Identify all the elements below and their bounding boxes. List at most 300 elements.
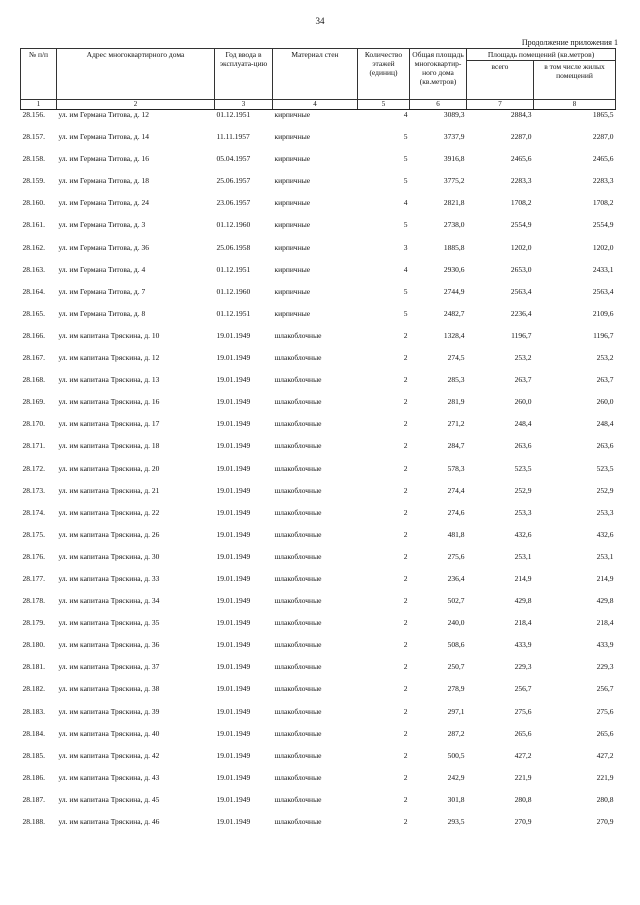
living-area-cell: 1708,2 <box>592 198 614 208</box>
table-row <box>21 817 616 839</box>
year-cell: 19.01.1949 <box>216 330 251 340</box>
year-cell: 19.01.1949 <box>216 794 251 804</box>
premises-area-cell: 270,9 <box>514 817 532 826</box>
row-number-cell: 28.159. <box>22 176 45 186</box>
table-row <box>21 176 616 198</box>
premises-area-cell: 214,9 <box>514 573 532 583</box>
address-cell: ул. им Германа Титова, д. 18 <box>58 176 149 186</box>
total-area-cell: 3737,9 <box>443 132 465 142</box>
premises-area-cell: 2283,3 <box>510 176 532 186</box>
table-row <box>21 220 616 242</box>
living-area-cell: 2433,1 <box>592 264 614 274</box>
living-area-cell: 2563,4 <box>592 286 614 296</box>
row-number-cell: 28.171. <box>22 441 45 451</box>
material-cell: шлакоблочные <box>274 441 322 451</box>
material-cell: шлакоблочные <box>274 662 322 672</box>
table-row <box>21 530 616 552</box>
address-cell: ул. им капитана Тряскина, д. 45 <box>58 794 160 804</box>
living-area-cell: 229,3 <box>596 662 614 672</box>
living-area-cell: 263,6 <box>596 441 614 451</box>
premises-area-cell: 229,3 <box>514 662 532 672</box>
floors-cell: 2 <box>403 529 408 539</box>
table-row <box>21 486 616 508</box>
material-cell: шлакоблочные <box>274 728 322 738</box>
column-index-row <box>21 100 616 110</box>
floors-cell: 2 <box>403 375 408 385</box>
address-cell: ул. им капитана Тряскина, д. 10 <box>58 330 160 340</box>
table-row <box>21 618 616 640</box>
premises-area-cell: 429,8 <box>514 596 532 606</box>
floors-cell: 5 <box>403 308 408 318</box>
total-area-cell: 301,8 <box>447 794 465 804</box>
floors-cell: 2 <box>403 728 408 738</box>
floors-cell: 5 <box>403 132 408 142</box>
year-cell: 19.01.1949 <box>216 441 251 451</box>
year-cell: 01.12.1960 <box>216 286 251 296</box>
address-cell: ул. им капитана Тряскина, д. 13 <box>58 375 160 385</box>
total-area-cell: 240,0 <box>447 618 465 628</box>
table-row <box>21 441 616 463</box>
material-cell: кирпичные <box>274 198 311 208</box>
material-cell: шлакоблочные <box>274 330 322 340</box>
year-cell: 01.12.1951 <box>216 308 251 318</box>
row-number-cell: 28.188. <box>22 817 45 826</box>
address-cell: ул. им капитана Тряскина, д. 26 <box>58 529 160 539</box>
year-cell: 25.06.1958 <box>216 242 251 252</box>
premises-area-cell: 275,6 <box>514 706 532 716</box>
address-cell: ул. им капитана Тряскина, д. 21 <box>58 485 160 495</box>
table-row <box>21 684 616 706</box>
address-cell: ул. им капитана Тряскина, д. 42 <box>58 750 160 760</box>
table-row <box>21 707 616 729</box>
row-number-cell: 28.186. <box>22 772 45 782</box>
year-cell: 19.01.1949 <box>216 397 251 407</box>
row-number-cell: 28.158. <box>22 154 45 164</box>
year-cell: 19.01.1949 <box>216 375 251 385</box>
address-cell: ул. им капитана Тряскина, д. 39 <box>58 706 160 716</box>
material-cell: шлакоблочные <box>274 551 322 561</box>
premises-area-cell: 2236,4 <box>510 308 532 318</box>
apartment-buildings-table <box>20 48 616 839</box>
material-cell: шлакоблочные <box>274 684 322 694</box>
floors-cell: 4 <box>403 110 408 119</box>
table-row <box>21 596 616 618</box>
premises-area-cell: 218,4 <box>514 618 532 628</box>
table-body <box>21 110 616 840</box>
year-cell: 25.06.1957 <box>216 176 251 186</box>
material-cell: кирпичные <box>274 132 311 142</box>
premises-area-cell: 263,7 <box>514 375 532 385</box>
living-area-cell: 429,8 <box>596 596 614 606</box>
total-area-cell: 500,5 <box>447 750 465 760</box>
material-cell: шлакоблочные <box>274 419 322 429</box>
table-row <box>21 353 616 375</box>
total-area-cell: 284,7 <box>447 441 465 451</box>
row-number-cell: 28.161. <box>22 220 45 230</box>
address-cell: ул. им Германа Титова, д. 36 <box>58 242 149 252</box>
floors-cell: 2 <box>403 596 408 606</box>
table-row <box>21 464 616 486</box>
year-cell: 19.01.1949 <box>216 463 251 473</box>
table-row <box>21 243 616 265</box>
floors-cell: 2 <box>403 640 408 650</box>
table-row <box>21 773 616 795</box>
table-row <box>21 640 616 662</box>
living-area-cell: 427,2 <box>596 750 614 760</box>
total-area-cell: 293,5 <box>447 817 465 826</box>
year-cell: 19.01.1949 <box>216 662 251 672</box>
column-index: 3 <box>215 100 273 110</box>
table-row <box>21 552 616 574</box>
row-number-cell: 28.185. <box>22 750 45 760</box>
material-cell: шлакоблочные <box>274 772 322 782</box>
total-area-cell: 278,9 <box>447 684 465 694</box>
premises-area-cell: 427,2 <box>514 750 532 760</box>
address-cell: ул. им капитана Тряскина, д. 38 <box>58 684 160 694</box>
row-number-cell: 28.173. <box>22 485 45 495</box>
living-area-cell: 2554,9 <box>592 220 614 230</box>
year-cell: 19.01.1949 <box>216 750 251 760</box>
premises-area-cell: 432,6 <box>514 529 532 539</box>
column-index: 8 <box>534 100 616 110</box>
address-cell: ул. им Германа Титова, д. 14 <box>58 132 149 142</box>
floors-cell: 2 <box>403 441 408 451</box>
floors-cell: 2 <box>403 706 408 716</box>
column-index: 1 <box>21 100 57 110</box>
living-area-cell: 218,4 <box>596 618 614 628</box>
table-row <box>21 729 616 751</box>
premises-area-cell: 260,0 <box>514 397 532 407</box>
floors-cell: 2 <box>403 618 408 628</box>
year-cell: 23.06.1957 <box>216 198 251 208</box>
total-area-cell: 578,3 <box>447 463 465 473</box>
material-cell: шлакоблочные <box>274 529 322 539</box>
living-area-cell: 253,2 <box>596 353 614 363</box>
year-cell: 19.01.1949 <box>216 684 251 694</box>
total-area-cell: 297,1 <box>447 706 465 716</box>
living-area-cell: 270,9 <box>596 817 614 826</box>
address-cell: ул. им капитана Тряскина, д. 17 <box>58 419 160 429</box>
year-cell: 19.01.1949 <box>216 529 251 539</box>
row-number-cell: 28.160. <box>22 198 45 208</box>
living-area-cell: 252,9 <box>596 485 614 495</box>
material-cell: кирпичные <box>274 264 311 274</box>
row-number-cell: 28.175. <box>22 529 45 539</box>
address-cell: ул. им капитана Тряскина, д. 46 <box>58 817 160 826</box>
total-area-cell: 274,4 <box>447 485 465 495</box>
material-cell: шлакоблочные <box>274 375 322 385</box>
premises-area-cell: 256,7 <box>514 684 532 694</box>
row-number-cell: 28.183. <box>22 706 45 716</box>
total-area-cell: 274,6 <box>447 507 465 517</box>
year-cell: 05.04.1957 <box>216 154 251 164</box>
living-area-cell: 253,3 <box>596 507 614 517</box>
address-cell: ул. им Германа Титова, д. 12 <box>58 110 149 119</box>
year-cell: 19.01.1949 <box>216 728 251 738</box>
premises-area-cell: 2554,9 <box>510 220 532 230</box>
floors-cell: 2 <box>403 507 408 517</box>
year-cell: 19.01.1949 <box>216 596 251 606</box>
column-index: 5 <box>358 100 410 110</box>
total-area-cell: 2744,9 <box>443 286 465 296</box>
address-cell: ул. им Германа Титова, д. 16 <box>58 154 149 164</box>
table-row <box>21 419 616 441</box>
floors-cell: 2 <box>403 772 408 782</box>
floors-cell: 2 <box>403 551 408 561</box>
living-area-cell: 214,9 <box>596 573 614 583</box>
row-number-cell: 28.179. <box>22 618 45 628</box>
row-number-cell: 28.167. <box>22 353 45 363</box>
header-floors: Количество этажей (единиц) <box>358 49 410 100</box>
address-cell: ул. им капитана Тряскина, д. 35 <box>58 618 160 628</box>
material-cell: шлакоблочные <box>274 794 322 804</box>
material-cell: шлакоблочные <box>274 817 322 826</box>
material-cell: кирпичные <box>274 286 311 296</box>
floors-cell: 2 <box>403 330 408 340</box>
address-cell: ул. им Германа Титова, д. 3 <box>58 220 146 230</box>
year-cell: 19.01.1949 <box>216 772 251 782</box>
living-area-cell: 1202,0 <box>592 242 614 252</box>
material-cell: шлакоблочные <box>274 750 322 760</box>
floors-cell: 2 <box>403 573 408 583</box>
floors-cell: 5 <box>403 154 408 164</box>
premises-area-cell: 2563,4 <box>510 286 532 296</box>
material-cell: кирпичные <box>274 220 311 230</box>
row-number-cell: 28.187. <box>22 794 45 804</box>
total-area-cell: 275,6 <box>447 551 465 561</box>
row-number-cell: 28.180. <box>22 640 45 650</box>
living-area-cell: 2109,6 <box>592 308 614 318</box>
living-area-cell: 2287,0 <box>592 132 614 142</box>
living-area-cell: 275,6 <box>596 706 614 716</box>
total-area-cell: 281,9 <box>447 397 465 407</box>
address-cell: ул. им капитана Тряскина, д. 12 <box>58 353 160 363</box>
premises-area-cell: 253,3 <box>514 507 532 517</box>
address-cell: ул. им Германа Титова, д. 24 <box>58 198 149 208</box>
living-area-cell: 221,9 <box>596 772 614 782</box>
material-cell: шлакоблочные <box>274 507 322 517</box>
total-area-cell: 1328,4 <box>443 330 465 340</box>
floors-cell: 2 <box>403 353 408 363</box>
premises-area-cell: 248,4 <box>514 419 532 429</box>
living-area-cell: 280,8 <box>596 794 614 804</box>
table-row <box>21 132 616 154</box>
floors-cell: 4 <box>403 198 408 208</box>
material-cell: шлакоблочные <box>274 706 322 716</box>
total-area-cell: 2482,7 <box>443 308 465 318</box>
material-cell: шлакоблочные <box>274 640 322 650</box>
floors-cell: 5 <box>403 176 408 186</box>
material-cell: кирпичные <box>274 154 311 164</box>
row-number-cell: 28.162. <box>22 242 45 252</box>
premises-area-cell: 253,2 <box>514 353 532 363</box>
living-area-cell: 432,6 <box>596 529 614 539</box>
premises-area-cell: 523,5 <box>514 463 532 473</box>
living-area-cell: 1196,7 <box>593 330 614 340</box>
header-premises-area: Площадь помещений (кв.метров) <box>467 49 616 61</box>
row-number-cell: 28.178. <box>22 596 45 606</box>
total-area-cell: 1885,8 <box>443 242 465 252</box>
row-number-cell: 28.181. <box>22 662 45 672</box>
premises-area-cell: 2653,0 <box>510 264 532 274</box>
year-cell: 11.11.1957 <box>216 132 250 142</box>
table-row <box>21 154 616 176</box>
year-cell: 19.01.1949 <box>216 507 251 517</box>
floors-cell: 5 <box>403 220 408 230</box>
living-area-cell: 523,5 <box>596 463 614 473</box>
premises-area-cell: 1196,7 <box>511 330 532 340</box>
year-cell: 19.01.1949 <box>216 353 251 363</box>
row-number-cell: 28.176. <box>22 551 45 561</box>
address-cell: ул. им капитана Тряскина, д. 43 <box>58 772 160 782</box>
living-area-cell: 248,4 <box>596 419 614 429</box>
year-cell: 19.01.1949 <box>216 640 251 650</box>
total-area-cell: 481,8 <box>447 529 465 539</box>
premises-area-cell: 433,9 <box>514 640 532 650</box>
total-area-cell: 3916,8 <box>443 154 465 164</box>
total-area-cell: 274,5 <box>447 353 465 363</box>
row-number-cell: 28.166. <box>22 330 45 340</box>
address-cell: ул. им капитана Тряскина, д. 16 <box>58 397 160 407</box>
row-number-cell: 28.168. <box>22 375 45 385</box>
total-area-cell: 236,4 <box>447 573 465 583</box>
material-cell: шлакоблочные <box>274 353 322 363</box>
address-cell: ул. им Германа Титова, д. 7 <box>58 286 146 296</box>
address-cell: ул. им капитана Тряскина, д. 30 <box>58 551 160 561</box>
material-cell: шлакоблочные <box>274 485 322 495</box>
column-index: 6 <box>410 100 467 110</box>
total-area-cell: 250,7 <box>447 662 465 672</box>
total-area-cell: 242,9 <box>447 772 465 782</box>
column-index: 4 <box>273 100 358 110</box>
material-cell: шлакоблочные <box>274 618 322 628</box>
address-cell: ул. им капитана Тряскина, д. 22 <box>58 507 160 517</box>
column-index: 2 <box>57 100 215 110</box>
column-index: 7 <box>467 100 534 110</box>
year-cell: 01.12.1951 <box>216 110 251 119</box>
premises-area-cell: 2287,0 <box>510 132 532 142</box>
header-total-area: Общая площадь многоквартир-ного дома (кв.метров) <box>410 49 467 100</box>
header-premises-living: в том числе жилых помещений <box>534 61 616 100</box>
table-row <box>21 508 616 530</box>
row-number-cell: 28.163. <box>22 264 45 274</box>
premises-area-cell: 2465,6 <box>510 154 532 164</box>
address-cell: ул. им Германа Титова, д. 8 <box>58 308 146 318</box>
total-area-cell: 2738,0 <box>443 220 465 230</box>
floors-cell: 2 <box>403 750 408 760</box>
address-cell: ул. им капитана Тряскина, д. 18 <box>58 441 160 451</box>
material-cell: шлакоблочные <box>274 463 322 473</box>
material-cell: кирпичные <box>274 242 311 252</box>
table-row <box>21 795 616 817</box>
table-row <box>21 331 616 353</box>
continuation-note: Продолжение приложения 1 <box>521 38 618 47</box>
table-row <box>21 397 616 419</box>
living-area-cell: 256,7 <box>596 684 614 694</box>
floors-cell: 2 <box>403 662 408 672</box>
material-cell: кирпичные <box>274 176 311 186</box>
address-cell: ул. им капитана Тряскина, д. 40 <box>58 728 160 738</box>
material-cell: шлакоблочные <box>274 596 322 606</box>
total-area-cell: 271,2 <box>447 419 465 429</box>
row-number-cell: 28.157. <box>22 132 45 142</box>
floors-cell: 2 <box>403 684 408 694</box>
year-cell: 01.12.1960 <box>216 220 251 230</box>
material-cell: кирпичные <box>274 110 311 119</box>
row-number-cell: 28.169. <box>22 397 45 407</box>
table-row <box>21 110 616 133</box>
premises-area-cell: 1202,0 <box>510 242 532 252</box>
total-area-cell: 508,6 <box>447 640 465 650</box>
year-cell: 19.01.1949 <box>216 618 251 628</box>
header-num: № п/п <box>21 49 57 100</box>
total-area-cell: 287,2 <box>447 728 465 738</box>
address-cell: ул. им капитана Тряскина, д. 34 <box>58 596 160 606</box>
living-area-cell: 2465,6 <box>592 154 614 164</box>
premises-area-cell: 280,8 <box>514 794 532 804</box>
living-area-cell: 253,1 <box>596 551 614 561</box>
table-row <box>21 375 616 397</box>
address-cell: ул. им капитана Тряскина, д. 33 <box>58 573 160 583</box>
floors-cell: 2 <box>403 419 408 429</box>
row-number-cell: 28.164. <box>22 286 45 296</box>
address-cell: ул. им капитана Тряскина, д. 37 <box>58 662 160 672</box>
total-area-cell: 3089,3 <box>443 110 465 119</box>
living-area-cell: 265,6 <box>596 728 614 738</box>
year-cell: 19.01.1949 <box>216 485 251 495</box>
row-number-cell: 28.177. <box>22 573 45 583</box>
floors-cell: 5 <box>403 286 408 296</box>
address-cell: ул. им Германа Титова, д. 4 <box>58 264 146 274</box>
address-cell: ул. им капитана Тряскина, д. 36 <box>58 640 160 650</box>
premises-area-cell: 253,1 <box>514 551 532 561</box>
living-area-cell: 433,9 <box>596 640 614 650</box>
total-area-cell: 2821,8 <box>443 198 465 208</box>
floors-cell: 2 <box>403 817 408 826</box>
floors-cell: 2 <box>403 485 408 495</box>
table-header <box>21 49 616 110</box>
header-address: Адрес многоквартирного дома <box>57 49 215 100</box>
total-area-cell: 285,3 <box>447 375 465 385</box>
row-number-cell: 28.165. <box>22 308 45 318</box>
year-cell: 19.01.1949 <box>216 573 251 583</box>
material-cell: шлакоблочные <box>274 397 322 407</box>
floors-cell: 2 <box>403 794 408 804</box>
premises-area-cell: 252,9 <box>514 485 532 495</box>
premises-area-cell: 221,9 <box>514 772 532 782</box>
total-area-cell: 2930,6 <box>443 264 465 274</box>
total-area-cell: 3775,2 <box>443 176 465 186</box>
row-number-cell: 28.170. <box>22 419 45 429</box>
floors-cell: 3 <box>403 242 408 252</box>
row-number-cell: 28.184. <box>22 728 45 738</box>
address-cell: ул. им капитана Тряскина, д. 20 <box>58 463 160 473</box>
year-cell: 19.01.1949 <box>216 706 251 716</box>
row-number-cell: 28.174. <box>22 507 45 517</box>
material-cell: кирпичные <box>274 308 311 318</box>
living-area-cell: 1865,5 <box>592 110 614 119</box>
page-number: 34 <box>315 16 325 26</box>
row-number-cell: 28.156. <box>22 110 45 119</box>
material-cell: шлакоблочные <box>274 573 322 583</box>
table-row <box>21 751 616 773</box>
table-row <box>21 574 616 596</box>
header-material: Материал стен <box>273 49 358 100</box>
total-area-cell: 502,7 <box>447 596 465 606</box>
living-area-cell: 263,7 <box>596 375 614 385</box>
table-row <box>21 309 616 331</box>
floors-cell: 4 <box>403 264 408 274</box>
